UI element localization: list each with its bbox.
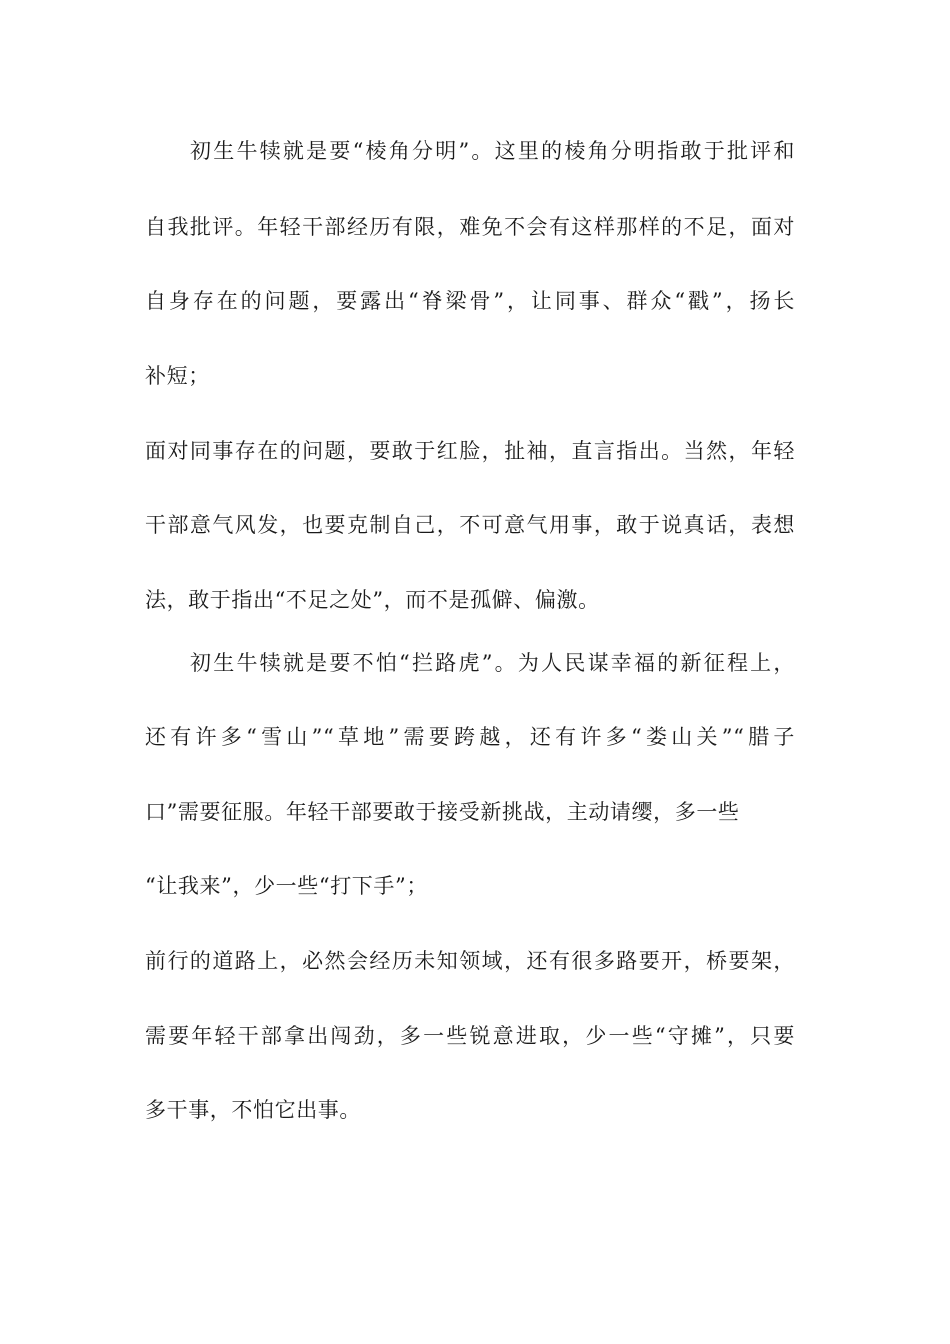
paragraph-4-line-1: 前行的道路上，必然会经历未知领域，还有很多路要开，桥要架， — [145, 949, 795, 973]
paragraph-1-line-4: 补短； — [145, 364, 210, 388]
paragraph-2-line-3: 法，敢于指出“不足之处”，而不是孤僻、偏激。 — [145, 588, 600, 612]
paragraph-3-line-2: 还有许多“雪山”“草地”需要跨越，还有许多“娄山关”“腊子 — [145, 725, 795, 749]
paragraph-3-line-4: “让我来”，少一些“打下手”； — [145, 874, 428, 898]
paragraph-2-line-1: 面对同事存在的问题，要敢于红脸，扯袖，直言指出。当然，年轻 — [145, 439, 795, 463]
paragraph-1-line-2: 自我批评。年轻干部经历有限，难免不会有这样那样的不足，面对 — [145, 215, 795, 239]
paragraph-4-line-3: 多干事，不怕它出事。 — [145, 1098, 361, 1122]
paragraph-3-line-3: 口”需要征服。年轻干部要敢于接受新挑战，主动请缨，多一些 — [145, 800, 740, 824]
paragraph-4-line-2: 需要年轻干部拿出闯劲，多一些锐意进取，少一些“守摊”，只要 — [145, 1024, 795, 1048]
paragraph-2-line-2: 干部意气风发，也要克制自己，不可意气用事，敢于说真话，表想 — [145, 513, 795, 537]
paragraph-1-line-3: 自身存在的问题，要露出“脊梁骨”，让同事、群众“戳”，扬长 — [145, 289, 795, 313]
paragraph-1-line-1: 初生牛犊就是要“棱角分明”。这里的棱角分明指敢于批评和 — [190, 139, 795, 163]
paragraph-3-line-1: 初生牛犊就是要不怕“拦路虎”。为人民谋幸福的新征程上， — [190, 651, 795, 675]
